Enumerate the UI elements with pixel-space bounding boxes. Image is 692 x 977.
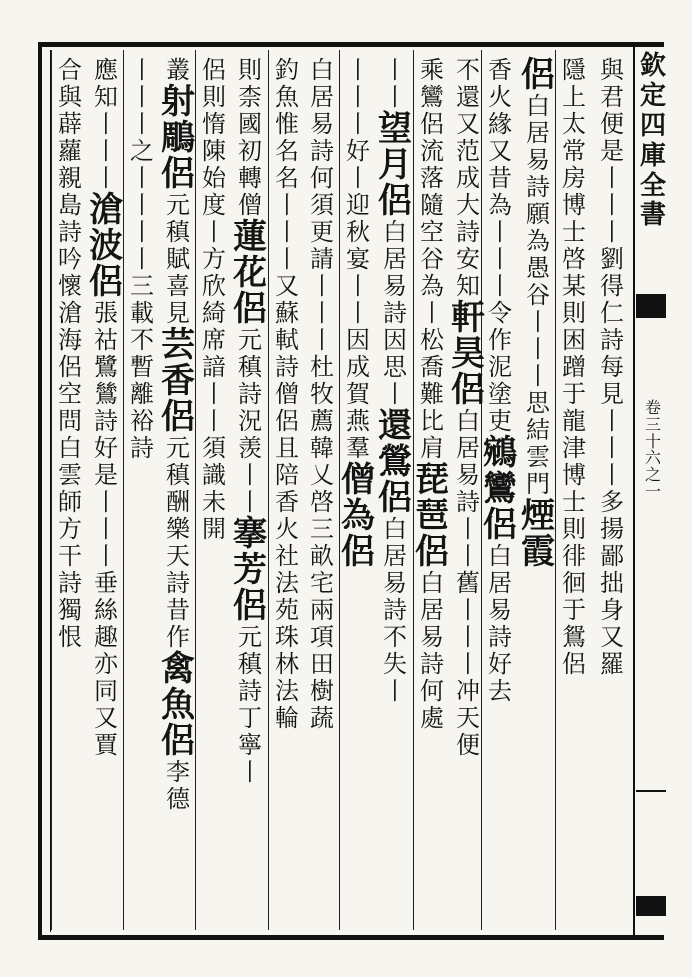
entry-text: 隱 上 太 常 房 博 士 啓 某 則 困 蹭 于 龍 津 博 士 則 徘 徊 于 鴛 侶	[562, 56, 586, 678]
column-rule	[339, 50, 340, 930]
entry-text: 乘 鸞 侶 流 落 隨 空 谷	[420, 56, 444, 273]
entry-text: 釣 魚 惟 名 名 丨 丨 丨 又 蘇 軾 詩 僧 侶 且 陪 香 火 社 法 苑 珠 林 法 輪	[275, 56, 299, 732]
entry-text: 裕 詩	[130, 407, 154, 462]
entry-text: 丨 丨 因 成 賀 燕 羣	[346, 272, 370, 462]
entry-text: 丨 丨 丨 冲 天 便	[456, 596, 480, 759]
entry-text: 丨 丨 丨 三 載 不 暫 離	[130, 191, 154, 408]
text-column	[126, 58, 158, 463]
entry-text: 丨 方 欣 綺 席 諳	[202, 218, 226, 381]
margin-tick	[636, 790, 666, 792]
entry-heading: 侶	[521, 55, 555, 95]
fish-tail-mark-bottom	[636, 896, 666, 916]
entry-heading: 鵷 鸞 侶	[483, 433, 517, 545]
text-column	[558, 58, 590, 679]
entry-text: 白 居 易 詩 何 須 更 請 丨 丨 丨 杜 牧 薦 韓 乂 啓 三 畝 宅 兩 項 田 樹 蔬	[310, 56, 334, 732]
entry-heading: 僧 為 侶	[341, 460, 375, 572]
entry-heading: 禽 魚 侶	[161, 649, 195, 761]
entry-text: 則 柰 國 初 轉 僧	[238, 56, 262, 219]
entry-heading: 琵 琶 侶	[415, 460, 449, 572]
text-column	[306, 58, 338, 733]
entry-heading: 蓮 花 侶	[233, 217, 267, 329]
fish-tail-mark	[636, 294, 666, 318]
column-rule	[195, 50, 196, 930]
entry-heading: 滄 波 侶	[89, 190, 123, 302]
entry-text: 元 稹 詩 況 羡 丨 丨	[238, 326, 262, 516]
entry-text: 李 德	[166, 758, 190, 813]
entry-text: 不 還 又 范 成 大 詩 安 知	[456, 56, 480, 300]
entry-heading: 軒 昊 侶	[451, 298, 485, 410]
column-rule	[123, 50, 124, 930]
entry-heading: 煙 霞	[521, 496, 555, 572]
text-column	[271, 58, 303, 733]
entry-text: 張 祜 鷺 鷥 詩 好 是 丨 丨 丨 垂 絲 趣 亦 同 又 賈	[94, 299, 118, 759]
entry-text: 丨 丨 丨 之 丨	[130, 56, 154, 192]
entry-text: 元 稹 詩 丁 寧 丨	[238, 623, 262, 786]
entry-heading: 射 鵰 侶	[161, 82, 195, 194]
text-column	[342, 58, 374, 571]
entry-text: 白 居 易 詩 不 失 丨	[383, 515, 407, 705]
text-column	[90, 58, 122, 760]
entry-text: 白 居 易 詩 何 處	[420, 569, 444, 732]
entry-heading: 搴 芳 侶	[233, 514, 267, 626]
column-rule	[51, 50, 52, 930]
entry-text: 丨 丨 丨 好 丨 迎 秋 宴	[346, 56, 370, 273]
column-rule	[413, 50, 414, 930]
entry-text: 為 丨 松 喬 難 比 肩	[420, 272, 444, 462]
entry-text: 與 君 便 是 丨 丨 丨 劉 得 仁 詩 每 見 丨 丨 丨 多 揚 鄙 拙 身 又 羅	[600, 56, 624, 678]
entry-heading: 芸 香 侶	[161, 325, 195, 437]
entry-text: 丨 丨	[383, 56, 407, 111]
column-rule	[555, 50, 556, 930]
entry-text: 白 居 易 詩 因 思 丨	[383, 218, 407, 408]
text-column	[596, 58, 628, 679]
column-rule	[268, 50, 269, 930]
text-column	[521, 55, 555, 572]
entry-text: 侶 則 惰 陳 始 度	[202, 56, 226, 219]
entry-text: 叢	[166, 56, 190, 84]
entry-text: 白 居 易 詩 好 去	[488, 542, 512, 705]
entry-text: 白 居 易 詩 願 為 愚 谷 丨 丨 丨 思 結 雲 門	[526, 92, 550, 498]
text-column	[484, 58, 516, 706]
entry-heading: 望 月 侶	[378, 109, 412, 221]
text-column	[198, 58, 230, 544]
margin-band-divider	[633, 42, 635, 940]
text-column	[162, 58, 194, 814]
entry-text: 島 詩 吟 懷 滄 海 侶 空 問 白 雲 師 方 干 詩 獨 恨	[58, 191, 82, 651]
text-column	[416, 58, 448, 733]
entry-text: 白 居 易 詩 丨 丨 舊	[456, 407, 480, 597]
entry-text: 元 稹 酬 樂 天 詩 昔 作	[166, 434, 190, 651]
entry-text: 合 與 薜 蘿 親	[58, 56, 82, 192]
entry-text: 應 知 丨 丨 丨	[94, 56, 118, 192]
book-title: 欽 定 四 庫 全 書	[639, 51, 666, 231]
entry-text: 丨 丨 須 識 未 開	[202, 380, 226, 543]
entry-text: 元 稹 賦 喜 見	[166, 191, 190, 327]
entry-heading: 還 鶯 侶	[378, 406, 412, 518]
entry-text: 香 火 緣 又 昔 為 丨 丨 丨 令 作 泥 塗 吏	[488, 56, 512, 435]
text-column	[54, 58, 86, 652]
juan-number: 卷 三 十 六 之 一	[644, 398, 661, 501]
text-column	[234, 58, 266, 787]
text-column	[379, 58, 411, 706]
text-column	[452, 58, 484, 760]
